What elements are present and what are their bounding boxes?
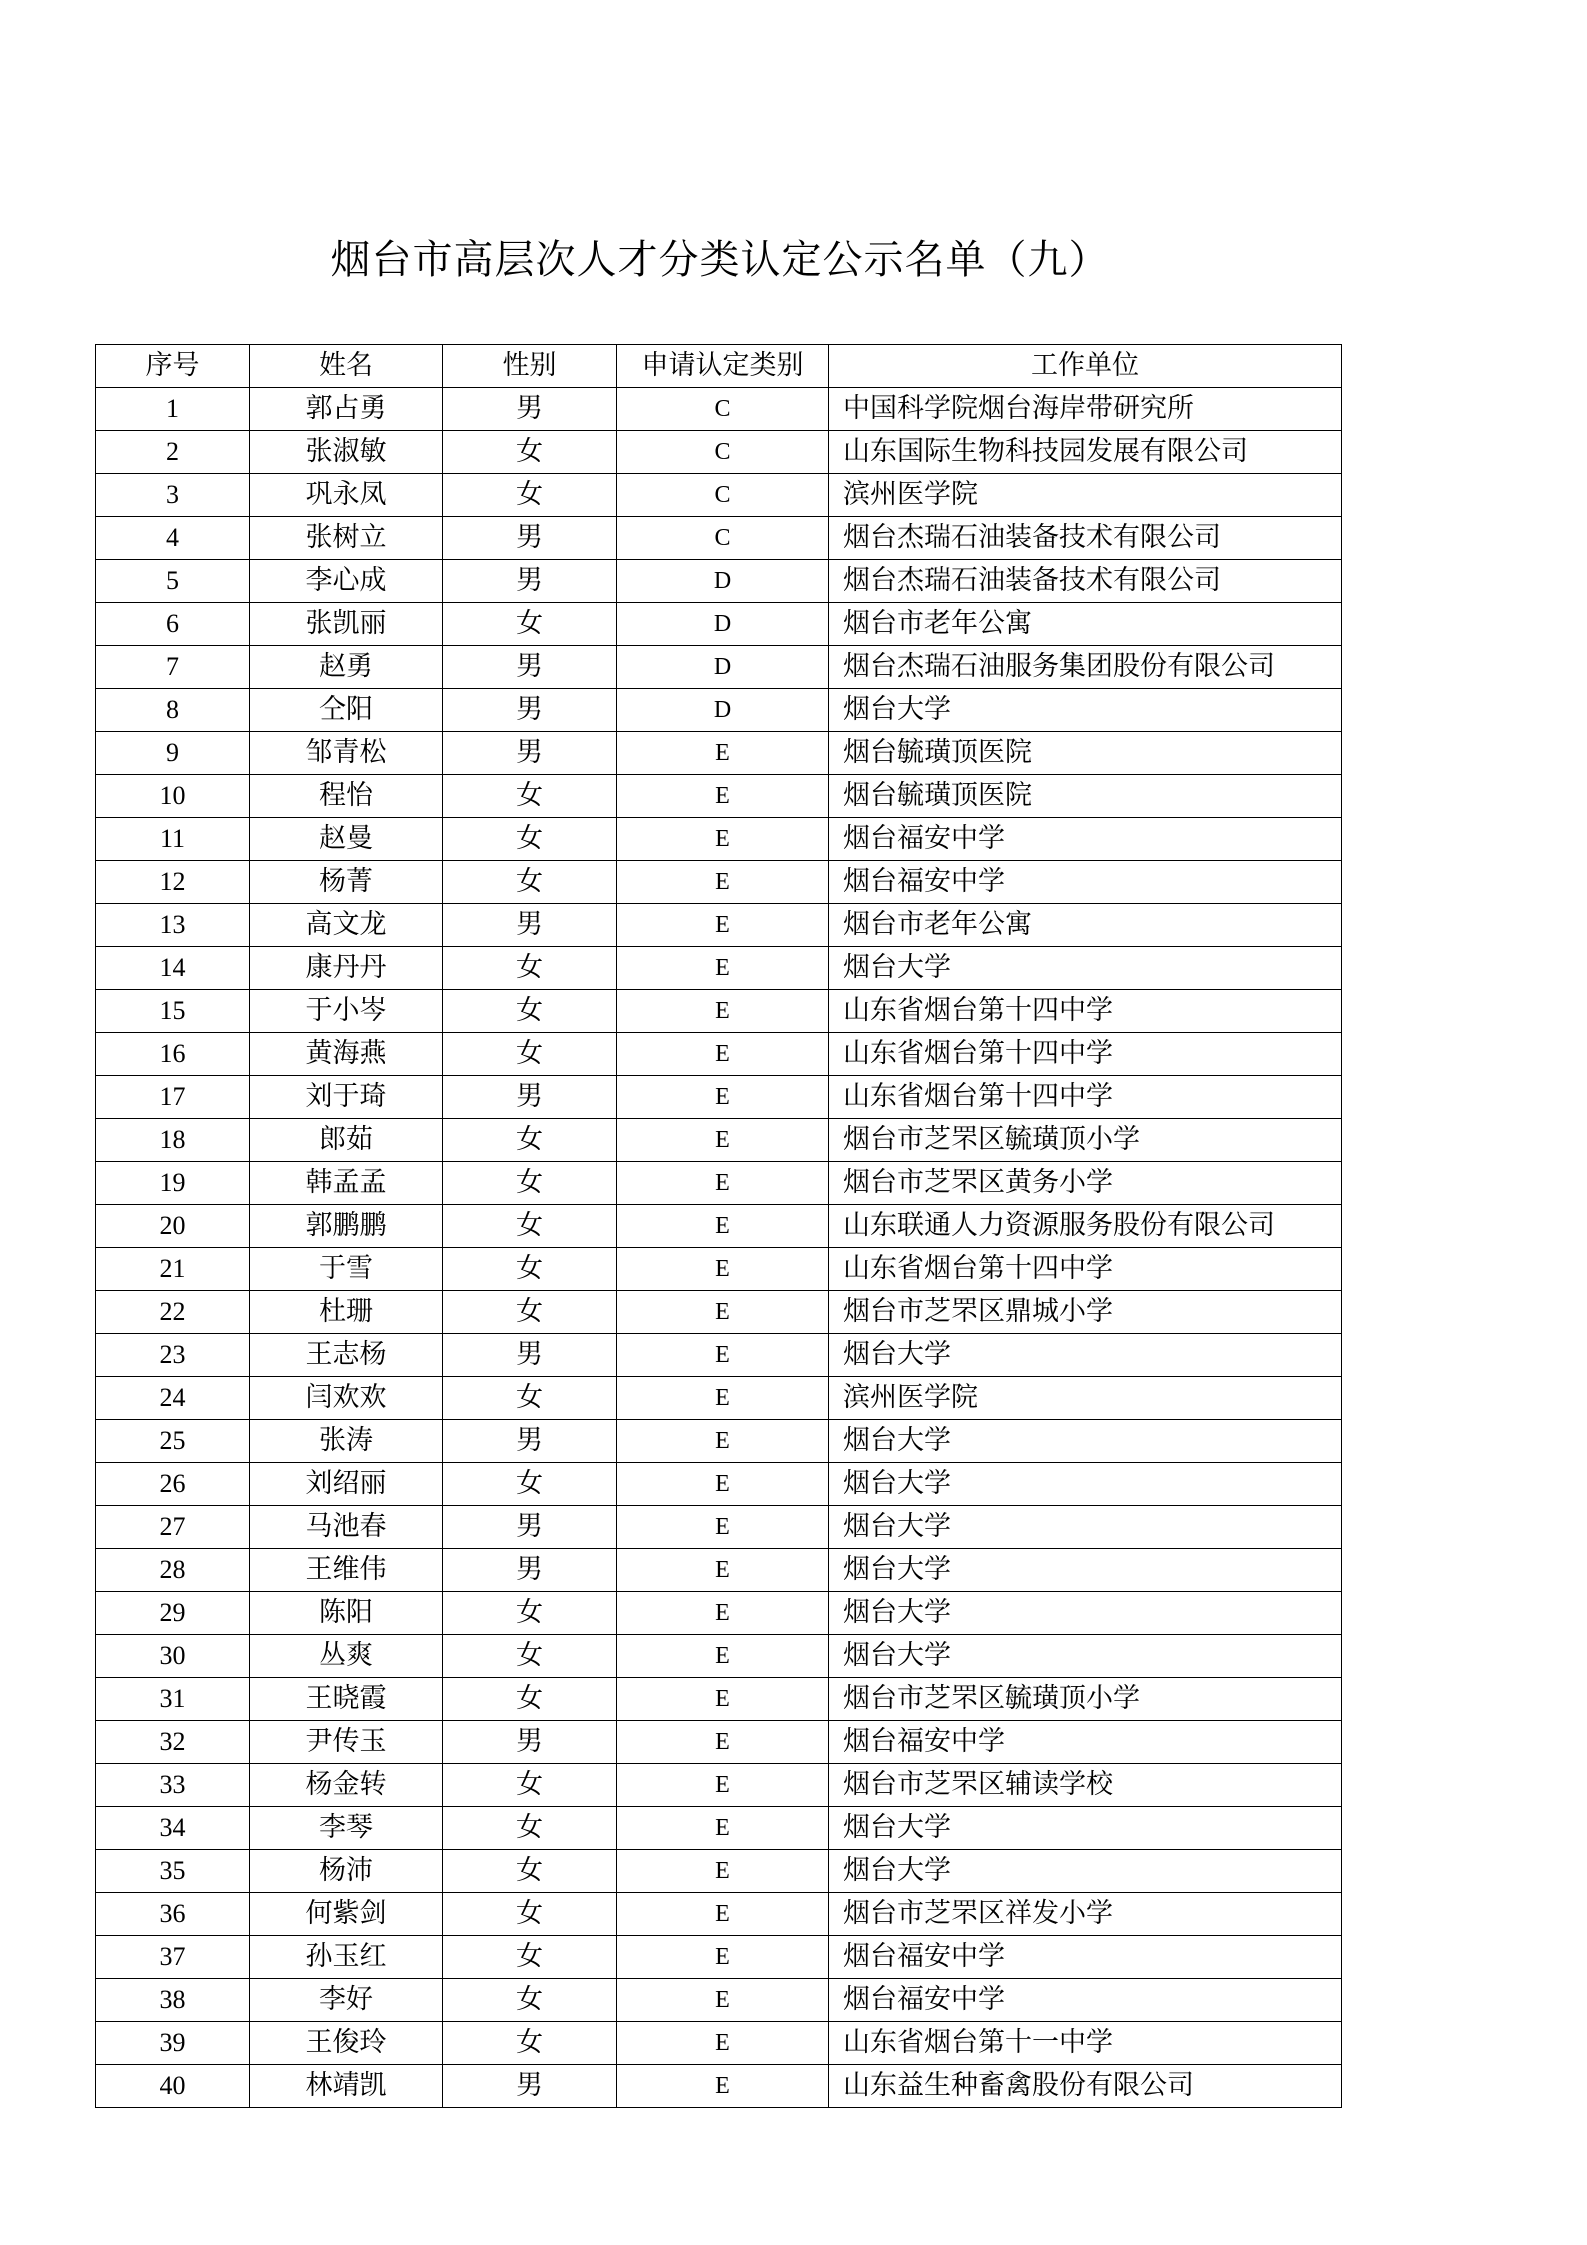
cell-name: 王维伟 xyxy=(250,1549,443,1592)
cell-gender: 男 xyxy=(443,646,617,689)
cell-name: 杨金转 xyxy=(250,1764,443,1807)
header-category: 申请认定类别 xyxy=(617,345,829,388)
cell-employer: 烟台大学 xyxy=(829,1549,1342,1592)
cell-index: 40 xyxy=(96,2065,250,2108)
cell-category: E xyxy=(617,1549,829,1592)
cell-employer: 山东省烟台第十四中学 xyxy=(829,990,1342,1033)
cell-gender: 女 xyxy=(443,1936,617,1979)
cell-employer: 烟台市芝罘区黄务小学 xyxy=(829,1162,1342,1205)
cell-index: 9 xyxy=(96,732,250,775)
table-row xyxy=(96,1420,1342,1463)
cell-index: 24 xyxy=(96,1377,250,1420)
cell-index: 21 xyxy=(96,1248,250,1291)
cell-gender: 女 xyxy=(443,1248,617,1291)
cell-name: 韩孟孟 xyxy=(250,1162,443,1205)
cell-category: E xyxy=(617,904,829,947)
cell-name: 何紫剑 xyxy=(250,1893,443,1936)
header-gender: 性别 xyxy=(443,345,617,388)
cell-name: 王晓霞 xyxy=(250,1678,443,1721)
cell-category: E xyxy=(617,1205,829,1248)
table-row xyxy=(96,689,1342,732)
table-row xyxy=(96,904,1342,947)
table-row xyxy=(96,1119,1342,1162)
cell-employer: 烟台大学 xyxy=(829,1463,1342,1506)
cell-index: 22 xyxy=(96,1291,250,1334)
cell-index: 7 xyxy=(96,646,250,689)
cell-category: E xyxy=(617,1807,829,1850)
cell-index: 14 xyxy=(96,947,250,990)
cell-employer: 烟台大学 xyxy=(829,947,1342,990)
cell-index: 17 xyxy=(96,1076,250,1119)
cell-category: E xyxy=(617,1377,829,1420)
cell-name: 王志杨 xyxy=(250,1334,443,1377)
cell-employer: 烟台大学 xyxy=(829,1850,1342,1893)
cell-category: E xyxy=(617,990,829,1033)
cell-employer: 烟台大学 xyxy=(829,1592,1342,1635)
cell-category: E xyxy=(617,732,829,775)
cell-gender: 女 xyxy=(443,818,617,861)
table-row xyxy=(96,1291,1342,1334)
cell-index: 6 xyxy=(96,603,250,646)
cell-employer: 烟台福安中学 xyxy=(829,1721,1342,1764)
cell-category: C xyxy=(617,517,829,560)
cell-category: E xyxy=(617,1979,829,2022)
table-row xyxy=(96,990,1342,1033)
cell-index: 25 xyxy=(96,1420,250,1463)
cell-employer: 烟台福安中学 xyxy=(829,818,1342,861)
cell-gender: 女 xyxy=(443,1377,617,1420)
cell-gender: 女 xyxy=(443,990,617,1033)
cell-gender: 女 xyxy=(443,1162,617,1205)
cell-employer: 烟台市老年公寓 xyxy=(829,904,1342,947)
cell-employer: 烟台福安中学 xyxy=(829,861,1342,904)
header-employer: 工作单位 xyxy=(829,345,1342,388)
cell-employer: 山东省烟台第十四中学 xyxy=(829,1033,1342,1076)
cell-index: 8 xyxy=(96,689,250,732)
cell-category: E xyxy=(617,1248,829,1291)
cell-index: 18 xyxy=(96,1119,250,1162)
cell-name: 李琴 xyxy=(250,1807,443,1850)
cell-gender: 男 xyxy=(443,1506,617,1549)
cell-name: 王俊玲 xyxy=(250,2022,443,2065)
cell-name: 闫欢欢 xyxy=(250,1377,443,1420)
cell-name: 刘绍丽 xyxy=(250,1463,443,1506)
cell-gender: 男 xyxy=(443,2065,617,2108)
cell-index: 15 xyxy=(96,990,250,1033)
cell-employer: 烟台市芝罘区毓璜顶小学 xyxy=(829,1678,1342,1721)
cell-category: D xyxy=(617,646,829,689)
cell-employer: 烟台大学 xyxy=(829,1807,1342,1850)
cell-employer: 烟台市芝罘区祥发小学 xyxy=(829,1893,1342,1936)
table-row xyxy=(96,1764,1342,1807)
cell-name: 巩永凤 xyxy=(250,474,443,517)
cell-gender: 女 xyxy=(443,1205,617,1248)
cell-category: E xyxy=(617,818,829,861)
cell-index: 36 xyxy=(96,1893,250,1936)
cell-name: 仝阳 xyxy=(250,689,443,732)
header-row xyxy=(96,345,1342,388)
table-row xyxy=(96,1893,1342,1936)
cell-name: 马池春 xyxy=(250,1506,443,1549)
cell-gender: 女 xyxy=(443,1592,617,1635)
cell-employer: 山东联通人力资源服务股份有限公司 xyxy=(829,1205,1342,1248)
cell-index: 32 xyxy=(96,1721,250,1764)
cell-employer: 烟台福安中学 xyxy=(829,1936,1342,1979)
cell-gender: 女 xyxy=(443,861,617,904)
cell-name: 程怡 xyxy=(250,775,443,818)
cell-name: 林靖凯 xyxy=(250,2065,443,2108)
table-row xyxy=(96,1377,1342,1420)
cell-gender: 女 xyxy=(443,2022,617,2065)
table-row xyxy=(96,1162,1342,1205)
cell-employer: 烟台市芝罘区鼎城小学 xyxy=(829,1291,1342,1334)
cell-index: 34 xyxy=(96,1807,250,1850)
cell-name: 尹传玉 xyxy=(250,1721,443,1764)
cell-employer: 山东国际生物科技园发展有限公司 xyxy=(829,431,1342,474)
cell-name: 高文龙 xyxy=(250,904,443,947)
cell-gender: 女 xyxy=(443,1678,617,1721)
table-row xyxy=(96,1721,1342,1764)
header-index: 序号 xyxy=(96,345,250,388)
cell-name: 于小岑 xyxy=(250,990,443,1033)
cell-category: E xyxy=(617,1162,829,1205)
cell-category: E xyxy=(617,1850,829,1893)
cell-index: 3 xyxy=(96,474,250,517)
cell-gender: 女 xyxy=(443,1807,617,1850)
cell-index: 38 xyxy=(96,1979,250,2022)
header-name: 姓名 xyxy=(250,345,443,388)
cell-name: 孙玉红 xyxy=(250,1936,443,1979)
cell-gender: 女 xyxy=(443,1979,617,2022)
cell-index: 39 xyxy=(96,2022,250,2065)
cell-employer: 山东益生种畜禽股份有限公司 xyxy=(829,2065,1342,2108)
cell-gender: 男 xyxy=(443,1721,617,1764)
cell-category: E xyxy=(617,1076,829,1119)
cell-category: E xyxy=(617,1420,829,1463)
cell-name: 康丹丹 xyxy=(250,947,443,990)
cell-name: 于雪 xyxy=(250,1248,443,1291)
cell-gender: 女 xyxy=(443,1893,617,1936)
table-row xyxy=(96,1033,1342,1076)
cell-employer: 烟台市老年公寓 xyxy=(829,603,1342,646)
cell-category: E xyxy=(617,1291,829,1334)
table-row xyxy=(96,775,1342,818)
table-row xyxy=(96,1463,1342,1506)
cell-gender: 男 xyxy=(443,904,617,947)
cell-gender: 男 xyxy=(443,732,617,775)
cell-index: 27 xyxy=(96,1506,250,1549)
cell-name: 张树立 xyxy=(250,517,443,560)
cell-category: E xyxy=(617,1119,829,1162)
cell-employer: 烟台大学 xyxy=(829,1334,1342,1377)
cell-employer: 烟台大学 xyxy=(829,1635,1342,1678)
table-row xyxy=(96,1979,1342,2022)
table-row xyxy=(96,732,1342,775)
cell-employer: 烟台大学 xyxy=(829,1506,1342,1549)
table-body xyxy=(96,388,1342,2108)
table-row xyxy=(96,388,1342,431)
table-row xyxy=(96,1549,1342,1592)
cell-category: D xyxy=(617,603,829,646)
cell-employer: 烟台杰瑞石油装备技术有限公司 xyxy=(829,517,1342,560)
table-row xyxy=(96,517,1342,560)
table-row xyxy=(96,1076,1342,1119)
cell-employer: 烟台市芝罘区辅读学校 xyxy=(829,1764,1342,1807)
cell-category: C xyxy=(617,388,829,431)
table-row xyxy=(96,818,1342,861)
cell-index: 31 xyxy=(96,1678,250,1721)
cell-gender: 女 xyxy=(443,1033,617,1076)
page-title: 烟台市高层次人才分类认定公示名单（九） xyxy=(330,237,1110,283)
table-row xyxy=(96,646,1342,689)
cell-name: 杜珊 xyxy=(250,1291,443,1334)
table-row xyxy=(96,1592,1342,1635)
cell-index: 1 xyxy=(96,388,250,431)
table-row xyxy=(96,474,1342,517)
cell-employer: 烟台市芝罘区毓璜顶小学 xyxy=(829,1119,1342,1162)
cell-gender: 女 xyxy=(443,775,617,818)
cell-name: 陈阳 xyxy=(250,1592,443,1635)
table-row xyxy=(96,1807,1342,1850)
cell-category: E xyxy=(617,1635,829,1678)
cell-category: E xyxy=(617,947,829,990)
cell-index: 29 xyxy=(96,1592,250,1635)
cell-name: 李心成 xyxy=(250,560,443,603)
cell-index: 4 xyxy=(96,517,250,560)
cell-name: 郭占勇 xyxy=(250,388,443,431)
cell-index: 20 xyxy=(96,1205,250,1248)
cell-category: E xyxy=(617,1463,829,1506)
cell-name: 张凯丽 xyxy=(250,603,443,646)
cell-gender: 女 xyxy=(443,1635,617,1678)
cell-employer: 烟台大学 xyxy=(829,1420,1342,1463)
table-row xyxy=(96,431,1342,474)
table-row xyxy=(96,1334,1342,1377)
cell-category: E xyxy=(617,1936,829,1979)
cell-category: D xyxy=(617,689,829,732)
cell-gender: 女 xyxy=(443,603,617,646)
table-row xyxy=(96,2022,1342,2065)
table-row xyxy=(96,1248,1342,1291)
table-row xyxy=(96,1205,1342,1248)
cell-gender: 男 xyxy=(443,689,617,732)
table-row xyxy=(96,947,1342,990)
cell-name: 李好 xyxy=(250,1979,443,2022)
cell-gender: 女 xyxy=(443,1463,617,1506)
cell-gender: 女 xyxy=(443,1764,617,1807)
cell-category: E xyxy=(617,1334,829,1377)
table-row xyxy=(96,1678,1342,1721)
cell-employer: 山东省烟台第十一中学 xyxy=(829,2022,1342,2065)
cell-employer: 烟台大学 xyxy=(829,689,1342,732)
cell-category: E xyxy=(617,1506,829,1549)
cell-index: 16 xyxy=(96,1033,250,1076)
table-row xyxy=(96,1506,1342,1549)
cell-category: E xyxy=(617,1721,829,1764)
cell-employer: 中国科学院烟台海岸带研究所 xyxy=(829,388,1342,431)
cell-category: E xyxy=(617,1764,829,1807)
cell-index: 5 xyxy=(96,560,250,603)
cell-index: 2 xyxy=(96,431,250,474)
cell-name: 杨菁 xyxy=(250,861,443,904)
cell-gender: 女 xyxy=(443,1291,617,1334)
cell-employer: 烟台福安中学 xyxy=(829,1979,1342,2022)
cell-gender: 女 xyxy=(443,474,617,517)
cell-category: E xyxy=(617,775,829,818)
cell-name: 赵曼 xyxy=(250,818,443,861)
cell-employer: 滨州医学院 xyxy=(829,1377,1342,1420)
cell-gender: 女 xyxy=(443,947,617,990)
cell-index: 28 xyxy=(96,1549,250,1592)
cell-name: 张涛 xyxy=(250,1420,443,1463)
cell-name: 丛爽 xyxy=(250,1635,443,1678)
cell-index: 13 xyxy=(96,904,250,947)
cell-category: C xyxy=(617,474,829,517)
cell-employer: 烟台毓璜顶医院 xyxy=(829,732,1342,775)
cell-index: 37 xyxy=(96,1936,250,1979)
cell-index: 33 xyxy=(96,1764,250,1807)
cell-employer: 山东省烟台第十四中学 xyxy=(829,1076,1342,1119)
cell-index: 23 xyxy=(96,1334,250,1377)
cell-index: 35 xyxy=(96,1850,250,1893)
cell-employer: 烟台杰瑞石油装备技术有限公司 xyxy=(829,560,1342,603)
cell-gender: 女 xyxy=(443,1119,617,1162)
cell-index: 26 xyxy=(96,1463,250,1506)
cell-index: 10 xyxy=(96,775,250,818)
cell-gender: 女 xyxy=(443,1850,617,1893)
table-row xyxy=(96,2065,1342,2108)
cell-category: E xyxy=(617,2022,829,2065)
cell-gender: 男 xyxy=(443,1420,617,1463)
table-header xyxy=(96,345,1342,388)
cell-gender: 男 xyxy=(443,388,617,431)
cell-index: 19 xyxy=(96,1162,250,1205)
cell-name: 张淑敏 xyxy=(250,431,443,474)
cell-name: 刘于琦 xyxy=(250,1076,443,1119)
cell-name: 黄海燕 xyxy=(250,1033,443,1076)
cell-name: 郎茹 xyxy=(250,1119,443,1162)
cell-name: 杨沛 xyxy=(250,1850,443,1893)
cell-employer: 烟台杰瑞石油服务集团股份有限公司 xyxy=(829,646,1342,689)
cell-category: C xyxy=(617,431,829,474)
cell-index: 11 xyxy=(96,818,250,861)
cell-category: E xyxy=(617,1592,829,1635)
cell-gender: 男 xyxy=(443,517,617,560)
cell-name: 邹青松 xyxy=(250,732,443,775)
cell-index: 12 xyxy=(96,861,250,904)
cell-gender: 男 xyxy=(443,1334,617,1377)
cell-gender: 女 xyxy=(443,431,617,474)
cell-gender: 男 xyxy=(443,560,617,603)
cell-category: E xyxy=(617,1678,829,1721)
cell-category: E xyxy=(617,1033,829,1076)
cell-employer: 山东省烟台第十四中学 xyxy=(829,1248,1342,1291)
cell-category: D xyxy=(617,560,829,603)
table-row xyxy=(96,1936,1342,1979)
table-row xyxy=(96,603,1342,646)
cell-name: 郭鹏鹏 xyxy=(250,1205,443,1248)
roster-table xyxy=(95,344,1342,2108)
table-row xyxy=(96,861,1342,904)
cell-category: E xyxy=(617,861,829,904)
cell-category: E xyxy=(617,1893,829,1936)
table-row xyxy=(96,560,1342,603)
table-row xyxy=(96,1850,1342,1893)
cell-name: 赵勇 xyxy=(250,646,443,689)
cell-employer: 烟台毓璜顶医院 xyxy=(829,775,1342,818)
cell-gender: 男 xyxy=(443,1549,617,1592)
cell-index: 30 xyxy=(96,1635,250,1678)
table-row xyxy=(96,1635,1342,1678)
cell-gender: 男 xyxy=(443,1076,617,1119)
cell-category: E xyxy=(617,2065,829,2108)
cell-employer: 滨州医学院 xyxy=(829,474,1342,517)
